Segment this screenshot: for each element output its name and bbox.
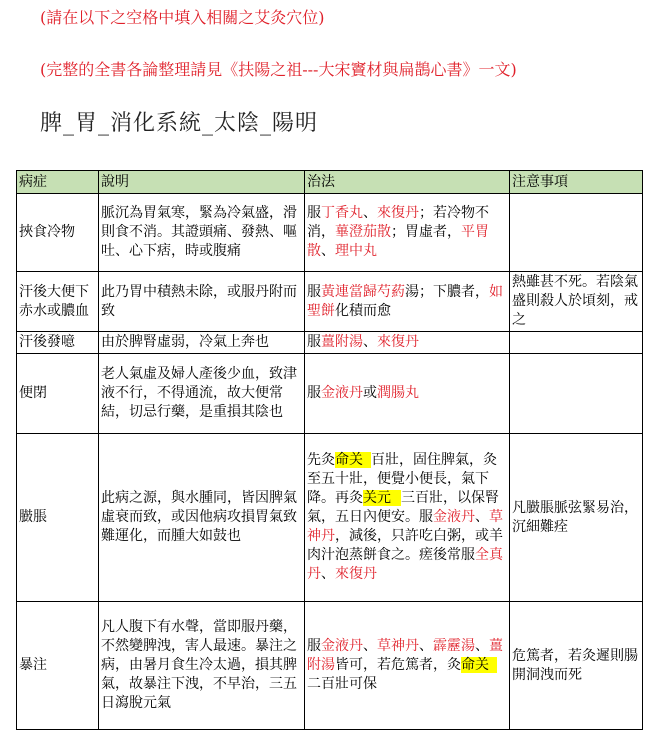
column-header-description: 說明 <box>99 171 305 194</box>
treatment-text: 二百壯可保 <box>307 676 377 692</box>
disease-cell: 汗後大便下赤水或膿血 <box>17 272 99 332</box>
treatment-text: ，減後，只許吃白粥，或羊肉汁泡蒸餅食之。瘥後常服 <box>307 528 503 563</box>
column-header-notes: 注意事項 <box>510 171 643 194</box>
treatment-text: 湯；下膿者， <box>405 283 489 300</box>
treatment-text: 、 <box>363 638 377 654</box>
treatment-text: ；若冷物不消， <box>307 205 489 240</box>
remedy-name: 理中丸 <box>335 243 377 259</box>
treatment-text: 化積而愈 <box>335 302 391 319</box>
remedy-name: 薑附湯 <box>321 334 363 350</box>
treatment-text: 皆可，若危篤者，灸 <box>335 657 461 673</box>
remedy-name: 蓽澄茄散 <box>335 224 391 240</box>
treatment-text: 先灸 <box>307 452 335 468</box>
remedy-name: 來復丹 <box>377 205 419 221</box>
remedy-name: 潤腸丸 <box>377 385 419 401</box>
disease-cell: 暴注 <box>17 602 99 730</box>
table-row <box>17 272 643 332</box>
treatment-text: 服 <box>307 385 321 401</box>
treatment-cell <box>305 332 510 354</box>
instruction-note: (請在以下之空格中填入相關之艾灸穴位) <box>40 8 325 27</box>
remedy-name: 金液丹 <box>321 638 363 654</box>
table-header-row <box>17 171 643 194</box>
treatment-table <box>16 170 643 730</box>
table-row <box>17 194 643 272</box>
table-row <box>17 602 643 730</box>
disease-cell: 臌脹 <box>17 434 99 602</box>
reference-note: (完整的全書各論整理請見《扶陽之祖---大宋竇材與扁鵲心書》一文) <box>40 60 517 79</box>
treatment-text: 、 <box>419 638 433 654</box>
remedy-name: 黃連當歸芍葯 <box>321 283 405 300</box>
acupoint-fill-in[interactable]: 关元 <box>363 490 401 506</box>
description-cell: 脈沉為胃氣寒，緊為冷氣盛，滑則食不消。其證頭痛、發熱、嘔吐、心下痞，時或腹痛 <box>99 194 305 272</box>
acupoint-fill-in[interactable]: 命关 <box>335 452 371 468</box>
treatment-text: 、 <box>321 243 335 259</box>
notes-cell <box>510 194 643 272</box>
treatment-cell <box>305 602 510 730</box>
treatment-text: 、 <box>475 509 489 525</box>
section-heading: 脾_胃_消化系統_太陰_陽明 <box>40 111 319 136</box>
disease-cell: 便閉 <box>17 354 99 434</box>
remedy-name: 平胃散 <box>307 224 489 259</box>
treatment-text: 、 <box>363 205 377 221</box>
table-row <box>17 332 643 354</box>
remedy-name: 來復丹 <box>377 334 419 350</box>
treatment-text: 服 <box>307 334 321 350</box>
remedy-name: 來復丹 <box>335 566 377 582</box>
disease-cell: 挾食冷物 <box>17 194 99 272</box>
treatment-text: 服 <box>307 283 321 300</box>
treatment-text: 、 <box>475 638 489 654</box>
treatment-text: 、 <box>363 334 377 350</box>
disease-cell: 汗後發噫 <box>17 332 99 354</box>
treatment-cell <box>305 434 510 602</box>
table-row <box>17 434 643 602</box>
remedy-name: 薑附湯 <box>307 638 503 673</box>
notes-cell <box>510 354 643 434</box>
remedy-name: 草神丹 <box>377 638 419 654</box>
treatment-cell <box>305 194 510 272</box>
treatment-text: 服 <box>307 205 321 221</box>
notes-cell: 危篤者，若灸遲則腸開洞洩而死 <box>510 602 643 730</box>
remedy-name: 如聖餅 <box>307 283 503 319</box>
description-cell: 此乃胃中積熱未除，或服丹附而致 <box>99 272 305 332</box>
notes-cell: 熱雖甚不死。若陰氣盛則殺人於頃刻，戒之 <box>510 272 643 332</box>
treatment-text: 三百壯，以保腎氣，五日內便安。服 <box>307 490 499 525</box>
description-cell: 此病之源，與水腫同，皆因脾氣虛衰而致，或因他病攻損胃氣致難運化，而腫大如鼓也 <box>99 434 305 602</box>
remedy-name: 草神丹 <box>307 509 503 544</box>
column-header-disease: 病症 <box>17 171 99 194</box>
description-cell: 由於脾腎虛弱，冷氣上奔也 <box>99 332 305 354</box>
treatment-cell <box>305 272 510 332</box>
notes-cell: 凡臌脹脈弦緊易治，沉細難痊 <box>510 434 643 602</box>
treatment-text: 服 <box>307 638 321 654</box>
treatment-text: 或 <box>363 385 377 401</box>
remedy-name: 霹靂湯 <box>433 638 475 654</box>
remedy-name: 丁香丸 <box>321 205 363 221</box>
table-row <box>17 354 643 434</box>
treatment-text: 、 <box>321 566 335 582</box>
description-cell: 凡人腹下有水聲，當即服丹藥，不然變脾洩，害人最速。暴注之病，由暑月食生冷太過，損其脾氣，故暴注下洩，不早治，三五日瀉脫元氣 <box>99 602 305 730</box>
notes-cell <box>510 332 643 354</box>
treatment-cell <box>305 354 510 434</box>
treatment-text: ；胃虛者， <box>391 224 461 240</box>
remedy-name: 全真丹 <box>307 547 503 582</box>
treatment-text: 百壯，固住脾氣，灸至五十壯，便覺小便長，氣下降。再灸 <box>307 452 497 506</box>
acupoint-fill-in[interactable]: 命关 <box>461 657 497 673</box>
remedy-name: 金液丹 <box>433 509 475 525</box>
remedy-name: 金液丹 <box>321 385 363 401</box>
column-header-treatment: 治法 <box>305 171 510 194</box>
description-cell: 老人氣虛及婦人產後少血，致津液不行，不得通流，故大便常結，切忌行藥，是重損其陰也 <box>99 354 305 434</box>
